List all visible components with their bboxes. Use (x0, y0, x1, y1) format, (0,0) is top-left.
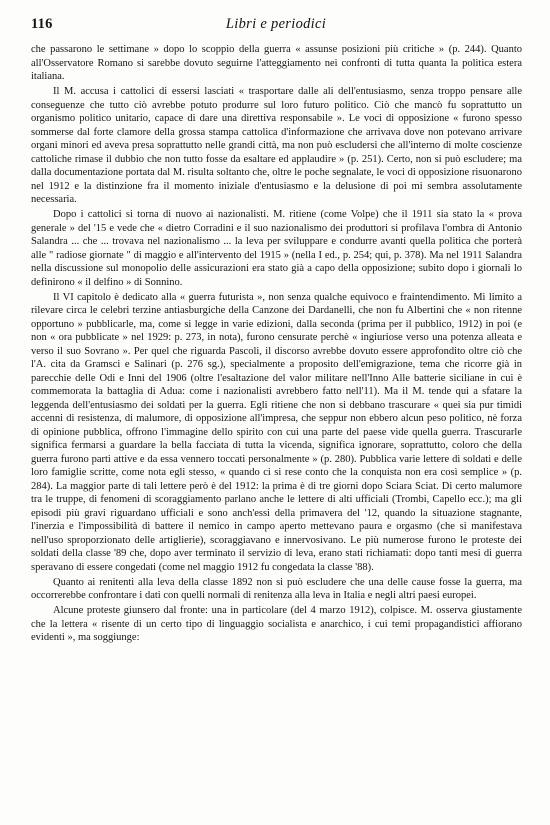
paragraph-cattolici-entusiasmo: Il M. accusa i cattolici di essersi lasciati « trasportare dalle ali dell'entusiasmo, senza troppo pensare alle conseguenze che tutto ciò avrebbe potuto produrre sul loro futuro politico. Ciò che mancò fu soprattutto un organismo politico unitario, capace di dare una direttiva responsabile ». Le voci di opposizione « furono spesso sommerse dal forte clamore della grossa stampa cattolica d'informazione che arrivava dove non potevano arrivare organi minori ed aveva presa soprattutto nelle grandi città, ma non può escludersi che all'interno di molte coscienze cattoliche rimase il dubbio che non tutto fosse da esaltare ed applaudire » (p. 251). Certo, non si può escludere; ma dalla documentazione portata dal M. risulta soltanto che, oltre le poche segnalate, le voci di opposizione risuonarono nel 1912 e la distinzione fra il momento iniziale d'entusiasmo e la delusione di poi mi sembra assolutamente necessaria. (31, 86, 522, 206)
body-text (31, 43, 522, 647)
paragraph-proteste: Alcune proteste giunsero dal fronte: una in particolare (del 4 marzo 1912), colpisce. M. osserva giustamente che la lettera « risente di un certo tipo di linguaggio socialista e anarchico, i cui temi propagandistici affiorano evidenti », ma soggiunge: (31, 605, 522, 644)
paragraph-renitenti: Quanto ai renitenti alla leva della classe 1892 non si può escludere che una delle cause fosse la guerra, ma occorrerebbe confrontare i dati con quelli normali di renitenza alla leva in Italia e negli altri paesi europei. (31, 576, 522, 602)
page-header (31, 14, 521, 36)
paragraph-nazionalisti: Dopo i cattolici si torna di nuovo ai nazionalisti. M. ritiene (come Volpe) che il 1911 sia stato la « prova generale » del '15 e vede che « dietro Corradini e il suo nazionalismo dei produttori si profilava l'ombra di Antonio Salandra ... che ... trovava nel nazionalismo ... la leva per sviluppare e condurre avanti quella politica che porterà alle " radiose giornate " di maggio e all'intervento del 1915 » (nella I ed., p. 254; qui, p. 378). Ma nel 1911 Salandra nella discussione sul monopolio delle assicurazioni era stato già a capo della opposizione; subito dopo i giornali lo definirono « il delfino » di Sonnino. (31, 209, 522, 288)
paragraph-continuation: che passarono le settimane » dopo lo scoppio della guerra « assunse posizioni più critiche » (p. 244). Quanto all'Osservatore Romano si sarebbe dovuto seguirne l'atteggiamento nei confronti di tutta quanta la politica estera italiana. (31, 44, 522, 82)
running-title: Libri e periodici (225, 16, 327, 32)
page-number: 116 (31, 16, 53, 32)
paragraph-guerra-futurista: Il VI capitolo è dedicato alla « guerra futurista », non senza qualche equivoco e fraintendimento. Mi limito a rilevare circa le celebri terzine antiasburgiche della Canzone dei Dardanelli, che non fu Albertini che « non ritenne opportuno » pubblicarle, ma, come si legge in varie edizioni, dalla seconda (prima per il pubblico, 1912) in poi (e non « ora pubblicate » nel 1929: p. 273, in nota), furono censurate perchè « ingiuriose verso una potenza alleata e verso il suo Sovrano ». Per quel che riguarda Pascoli, il discorso avrebbe dovuto essere approfondito oltre ciò che l'A. cita da Gramsci e Salinari (p. 276 sg.), specialmente a proposito dell'emigrazione, tema che ricorre già in parecchie delle Odi e Inni del 1906 (oltre l'esaltazione del valor militare nell'Inno Alle batterie siciliane in cui è commemorata la battaglia di Adua: come i nazionalisti avrebbero fatto nell'11). Ma il M. tende qui a sfatare la leggenda dell'entusiasmo dei soldati per la guerra. Egli ritiene che non si debbano trascurare « quei sia pur timidi accenni di resistenza, di malumore, di opposizione all'impresa, che seppur non ebbero alcun peso politico, nè forza di opinione pubblica, offrono l'immagine dello spirito con cui una parte del paese vide quella guerra. Trascurarle significa fermarsi a guardare la bella facciata di tutta la vicenda, significa ignorare, soprattutto, coloro che della guerra furono parti attive e da essa vennero toccati personalmente » (p. 280). Pubblica varie lettere di soldati e delle loro famiglie scritte, come nota egli stesso, « quando ci si rese conto che la conquista non era così semplice » (p. 284). La maggior parte di tali lettere però è del 1912: la prima è di tre giorni dopo Sciara Sciat. Di certo malumore tra le truppe, di fenomeni di scoraggiamento parlano anche le lettere di alti ufficiali (Trombi, Capello ecc.); ma gli episodi più gravi riguardano ufficiali e sono anch'essi della primavera del '12, quando la situazione stagnante, l'inerzia e l'impossibilità di battere il nemico in campo aperto mettevano paura e orgasmo (che si manifestava nell'uso sproporzionato delle artiglierie), scoraggiavano e innervosivano. Le più numerose furono le proteste dei soldati della classe '89 che, dopo aver terminato il servizio di leva, erano stati richiamati: dopo tanti mesi di guerra speravano di essere congedati (come nel maggio 1912 fu congedata la classe '88). (31, 291, 522, 573)
